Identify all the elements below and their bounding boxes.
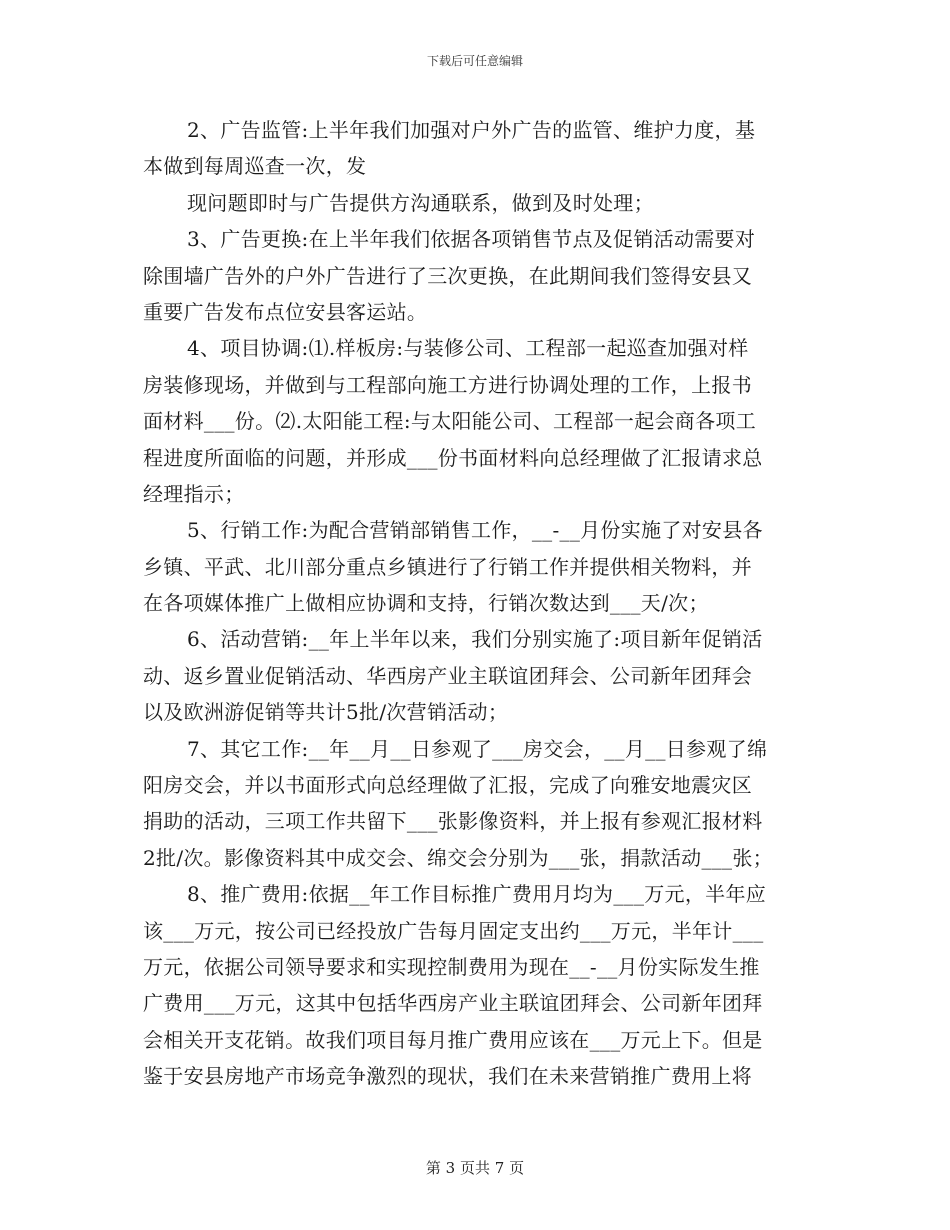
text-line: 以及欧洲游促销等共计5批/次营销活动； <box>143 700 509 725</box>
text-line: 本做到每周巡查一次，发 <box>143 154 367 179</box>
text-line: 除围墙广告外的户外广告进行了三次更换，在此期间我们签得安县又 <box>143 263 752 288</box>
text-line: 现问题即时与广告提供方沟通联系，做到及时处理； <box>187 190 654 215</box>
text-line: 7、其它工作:__年__月__日参观了___房交会，__月__日参观了绵 <box>187 736 768 761</box>
text-line: 3、广告更换:在上半年我们依据各项销售节点及促销活动需要对 <box>187 227 756 252</box>
text-line: 4、项目协调:⑴.样板房:与装修公司、工程部一起巡查加强对样 <box>187 336 749 361</box>
page-footer: 第 3 页共 7 页 <box>425 1159 525 1177</box>
text-line: 在各项媒体推广上做相应协调和支持，行销次数达到___天/次； <box>143 591 709 616</box>
text-line: 万元，依据公司领导要求和实现控制费用为现在__-__月份实际发生推 <box>143 954 760 979</box>
text-line: 经理指示； <box>143 481 245 506</box>
text-line: 鉴于安县房地产市场竞争激烈的现状，我们在未来营销推广费用上将 <box>143 1064 752 1089</box>
page-header: 下载后可任意编辑 <box>426 54 523 68</box>
text-line: 重要广告发布点位安县客运站。 <box>143 299 428 324</box>
text-line: 2、广告监管:上半年我们加强对户外广告的监管、维护力度，基 <box>187 118 756 142</box>
text-line: 2批/次。影像资料其中成交会、绵交会分别为___张，捐款活动___张； <box>143 845 773 870</box>
text-line: 会相关开支花销。故我们项目每月推广费用应该在___万元上下。但是 <box>143 1027 763 1052</box>
document-body <box>143 112 811 1095</box>
text-line: 广费用___万元，这其中包括华西房产业主联谊团拜会、公司新年团拜 <box>143 991 763 1016</box>
text-line: 房装修现场，并做到与工程部向施工方进行协调处理的工作，上报书 <box>143 372 752 397</box>
text-line: 乡镇、平武、北川部分重点乡镇进行了行销工作并提供相关物料，并 <box>143 554 752 579</box>
text-line: 程进度所面临的问题，并形成___份书面材料向总经理做了汇报请求总 <box>143 445 763 470</box>
text-line: 面材料___份。⑵.太阳能工程:与太阳能公司、工程部一起会商各项工 <box>143 409 756 434</box>
text-line: 5、行销工作:为配合营销部销售工作，__-__月份实施了对安县各 <box>187 518 763 543</box>
text-line: 捐助的活动，三项工作共留下___张影像资料，并上报有参观汇报材料 <box>143 809 763 834</box>
text-line: 该___万元，按公司已经投放广告每月固定支出约___万元，半年计___ <box>143 918 764 943</box>
text-line: 阳房交会，并以书面形式向总经理做了汇报，完成了向雅安地震灾区 <box>143 773 752 798</box>
text-line: 8、推广费用:依据__年工作目标推广费用月均为___万元，半年应 <box>187 882 767 907</box>
text-line: 动、返乡置业促销活动、华西房产业主联谊团拜会、公司新年团拜会 <box>143 663 752 688</box>
text-line: 6、活动营销:__年上半年以来，我们分别实施了:项目新年促销活 <box>187 627 763 652</box>
